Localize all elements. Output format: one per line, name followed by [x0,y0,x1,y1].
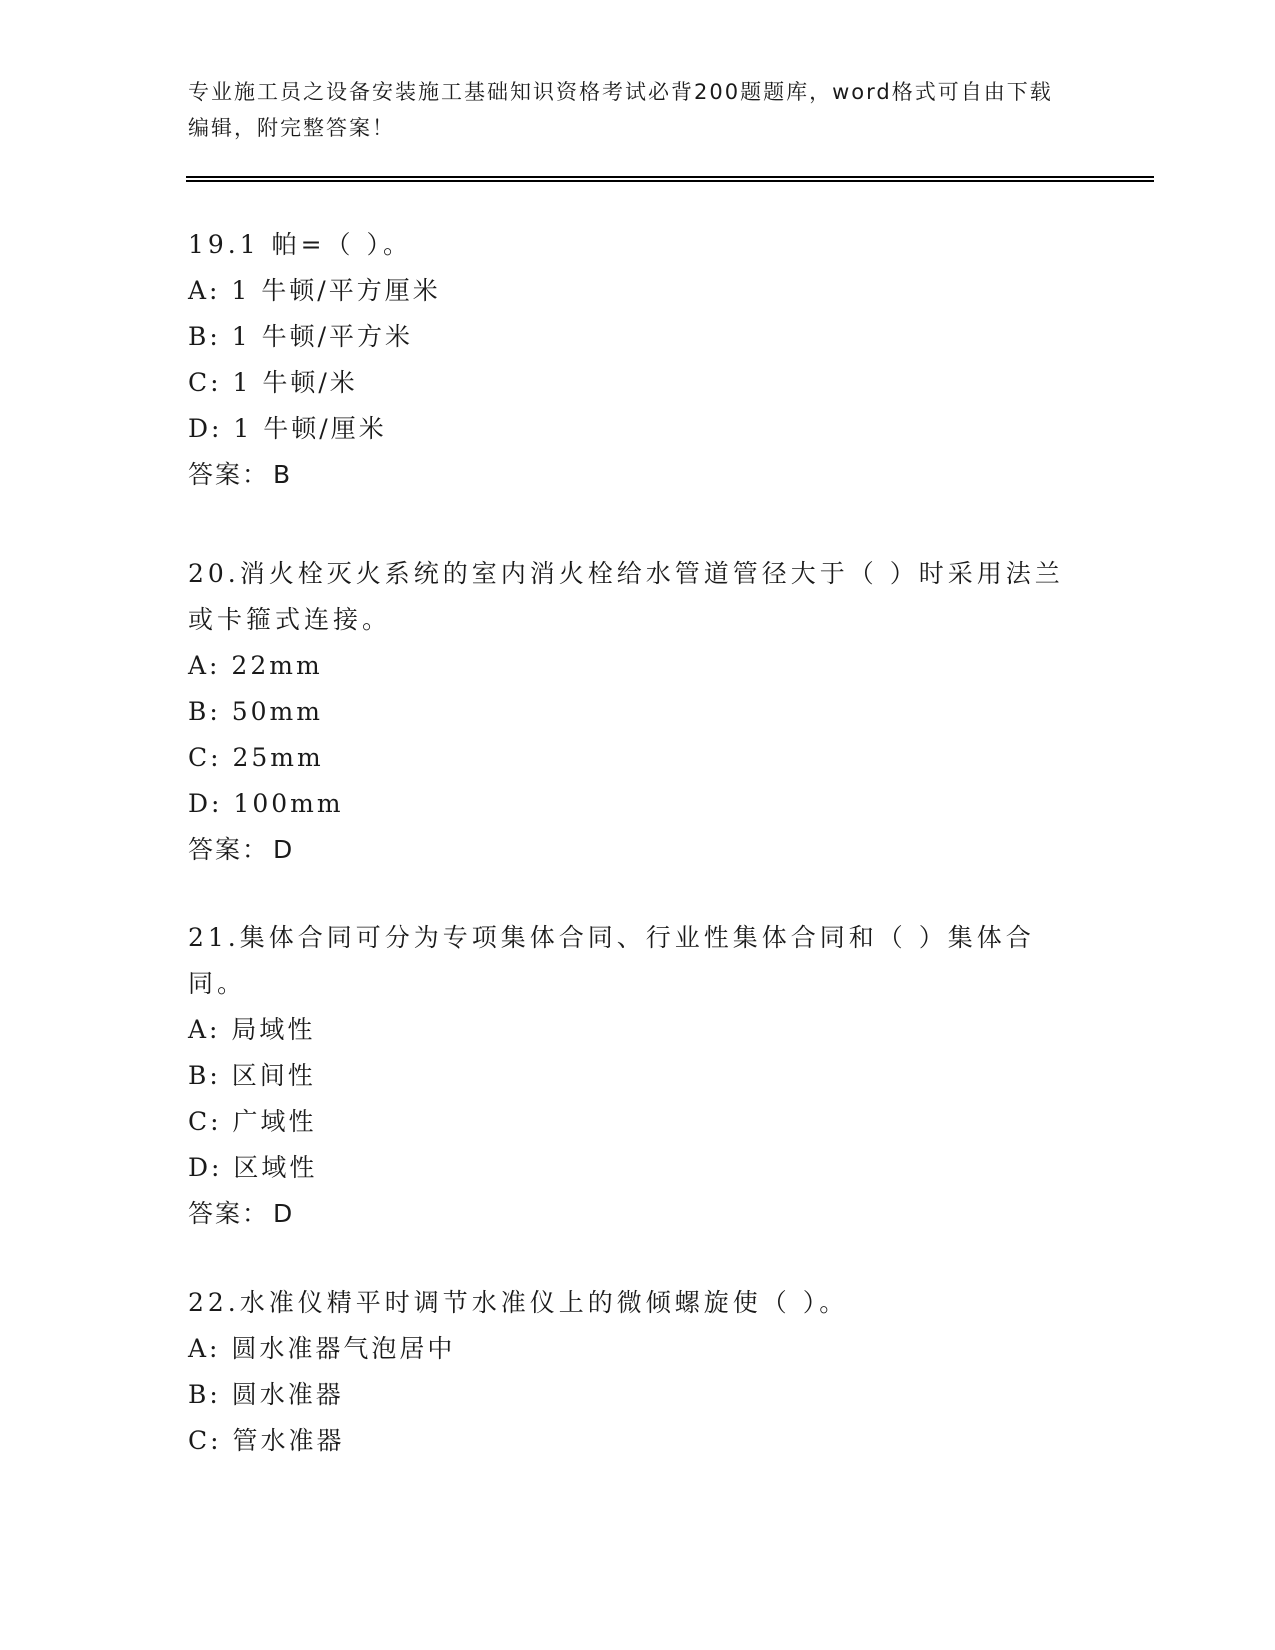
option-b: B: 50mm [188,697,323,726]
answer-line [188,452,1068,498]
option-a: A: 1 牛顿/平方厘米 [188,276,441,305]
answer-label: 答案： [188,460,270,489]
option-d: D: 100mm [188,789,344,818]
option-d: D: 区域性 [188,1153,318,1182]
document-title: 专业施工员之设备安装施工基础知识资格考试必背200题题库，word格式可自由下载编辑，附完整答案！ [188,80,1053,140]
option-b: B: 圆水准器 [188,1380,344,1409]
option-b: B: 区间性 [188,1061,316,1090]
question-22 [188,1280,1068,1464]
option-c: C: 管水准器 [188,1426,345,1455]
answer-line [188,827,1068,873]
option-a: A: 局域性 [188,1015,316,1044]
question-stem: 20.消火栓灭火系统的室内消火栓给水管道管径大于（ ）时采用法兰或卡箍式连接。 [188,559,1064,634]
option-b: B: 1 牛顿/平方米 [188,322,414,351]
question-20 [188,551,1068,873]
answer-value: D [273,1199,295,1228]
option-a: A: 圆水准器气泡居中 [188,1334,456,1363]
option-c: C: 25mm [188,743,324,772]
answer-value: B [273,460,293,489]
answer-label: 答案： [188,1199,270,1228]
header-divider [186,176,1154,182]
option-c: C: 广域性 [188,1107,317,1136]
option-a: A: 22mm [188,651,323,680]
question-stem: 19.1 帕=（ ）。 [188,230,413,259]
question-21 [188,915,1068,1237]
question-19 [188,222,1068,498]
answer-line [188,1191,1068,1237]
answer-value: D [273,835,295,864]
question-stem: 21.集体合同可分为专项集体合同、行业性集体合同和（ ）集体合同。 [188,923,1035,998]
option-c: C: 1 牛顿/米 [188,368,358,397]
answer-label: 答案： [188,835,270,864]
option-d: D: 1 牛顿/厘米 [188,414,387,443]
question-stem: 22.水准仪精平时调节水准仪上的微倾螺旋使（ ）。 [188,1288,849,1317]
